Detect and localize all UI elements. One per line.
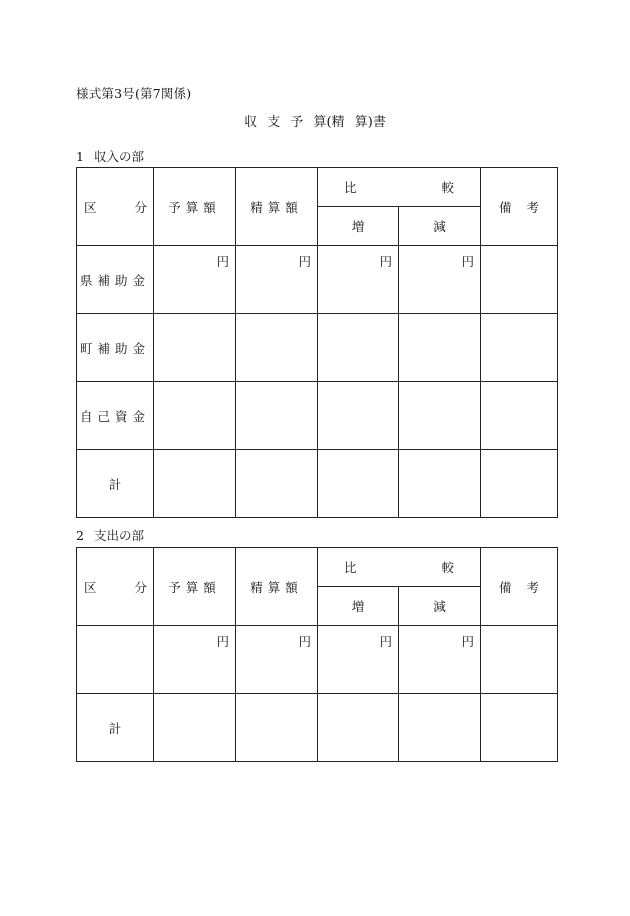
header-hikaku-left: 比 (344, 180, 357, 195)
yosan-cell (154, 626, 236, 694)
expense-table (76, 547, 558, 762)
expense-section-heading (76, 526, 144, 544)
header-kubun-left: 区 (84, 579, 97, 595)
header-yosan: 予算額 (154, 548, 236, 626)
income-table (76, 167, 558, 518)
biko-cell (481, 450, 558, 518)
yosan-cell (154, 694, 236, 762)
header-gen: 減 (399, 587, 481, 626)
total-row (77, 450, 558, 518)
header-hikaku-right: 較 (441, 560, 454, 575)
header-kubun-right: 分 (134, 579, 147, 595)
income-section-heading (76, 147, 144, 165)
unit-label: 円 (298, 634, 311, 649)
gen-cell (399, 246, 481, 314)
header-biko (481, 548, 558, 626)
seisan-cell (236, 314, 318, 382)
header-biko (481, 168, 558, 246)
unit-label: 円 (379, 634, 392, 649)
seisan-cell (236, 382, 318, 450)
header-kubun (77, 548, 154, 626)
table-row (77, 626, 558, 694)
unit-label: 円 (379, 254, 392, 269)
row-label: 町補助金 (77, 314, 154, 382)
row-label: 県補助金 (77, 246, 154, 314)
biko-cell (481, 626, 558, 694)
zou-cell (318, 694, 399, 762)
header-gen: 減 (399, 207, 481, 246)
gen-cell (399, 450, 481, 518)
unit-label: 円 (461, 254, 474, 269)
seisan-cell (236, 450, 318, 518)
biko-cell (481, 246, 558, 314)
total-row (77, 694, 558, 762)
gen-cell (399, 626, 481, 694)
row-label: 自己資金 (77, 382, 154, 450)
row-label (77, 626, 154, 694)
header-zou: 増 (318, 587, 399, 626)
header-zou: 増 (318, 207, 399, 246)
header-kubun-right: 分 (134, 199, 147, 215)
gen-cell (399, 382, 481, 450)
unit-label: 円 (216, 254, 229, 269)
income-section-number: 1 (76, 149, 84, 164)
biko-cell (481, 382, 558, 450)
table-row (77, 314, 558, 382)
yosan-cell (154, 450, 236, 518)
header-hikaku (318, 168, 481, 207)
header-biko-right: 考 (526, 199, 539, 215)
yosan-cell (154, 314, 236, 382)
expense-section-number: 2 (76, 528, 84, 543)
header-hikaku-right: 較 (441, 180, 454, 195)
yosan-cell (154, 246, 236, 314)
unit-label: 円 (461, 634, 474, 649)
yosan-cell (154, 382, 236, 450)
income-section-title: 収入の部 (94, 149, 145, 164)
unit-label: 円 (298, 254, 311, 269)
gen-cell (399, 694, 481, 762)
biko-cell (481, 694, 558, 762)
zou-cell (318, 314, 399, 382)
header-biko-left: 備 (499, 579, 512, 595)
document-title: 収 支 予 算(精 算)書 (244, 115, 386, 130)
total-label: 計 (77, 450, 154, 518)
header-seisan: 精算額 (236, 548, 318, 626)
unit-label: 円 (216, 634, 229, 649)
table-row (77, 246, 558, 314)
header-seisan: 精算額 (236, 168, 318, 246)
zou-cell (318, 450, 399, 518)
header-hikaku (318, 548, 481, 587)
header-kubun-left: 区 (84, 199, 97, 215)
zou-cell (318, 626, 399, 694)
expense-section-title: 支出の部 (94, 528, 145, 543)
header-biko-left: 備 (499, 199, 512, 215)
header-yosan: 予算額 (154, 168, 236, 246)
table-row (77, 382, 558, 450)
seisan-cell (236, 626, 318, 694)
header-biko-right: 考 (526, 579, 539, 595)
gen-cell (399, 314, 481, 382)
biko-cell (481, 314, 558, 382)
header-kubun (77, 168, 154, 246)
zou-cell (318, 246, 399, 314)
zou-cell (318, 382, 399, 450)
form-number: 様式第3号(第7関係) (76, 86, 192, 101)
seisan-cell (236, 246, 318, 314)
seisan-cell (236, 694, 318, 762)
total-label: 計 (77, 694, 154, 762)
header-hikaku-left: 比 (344, 560, 357, 575)
